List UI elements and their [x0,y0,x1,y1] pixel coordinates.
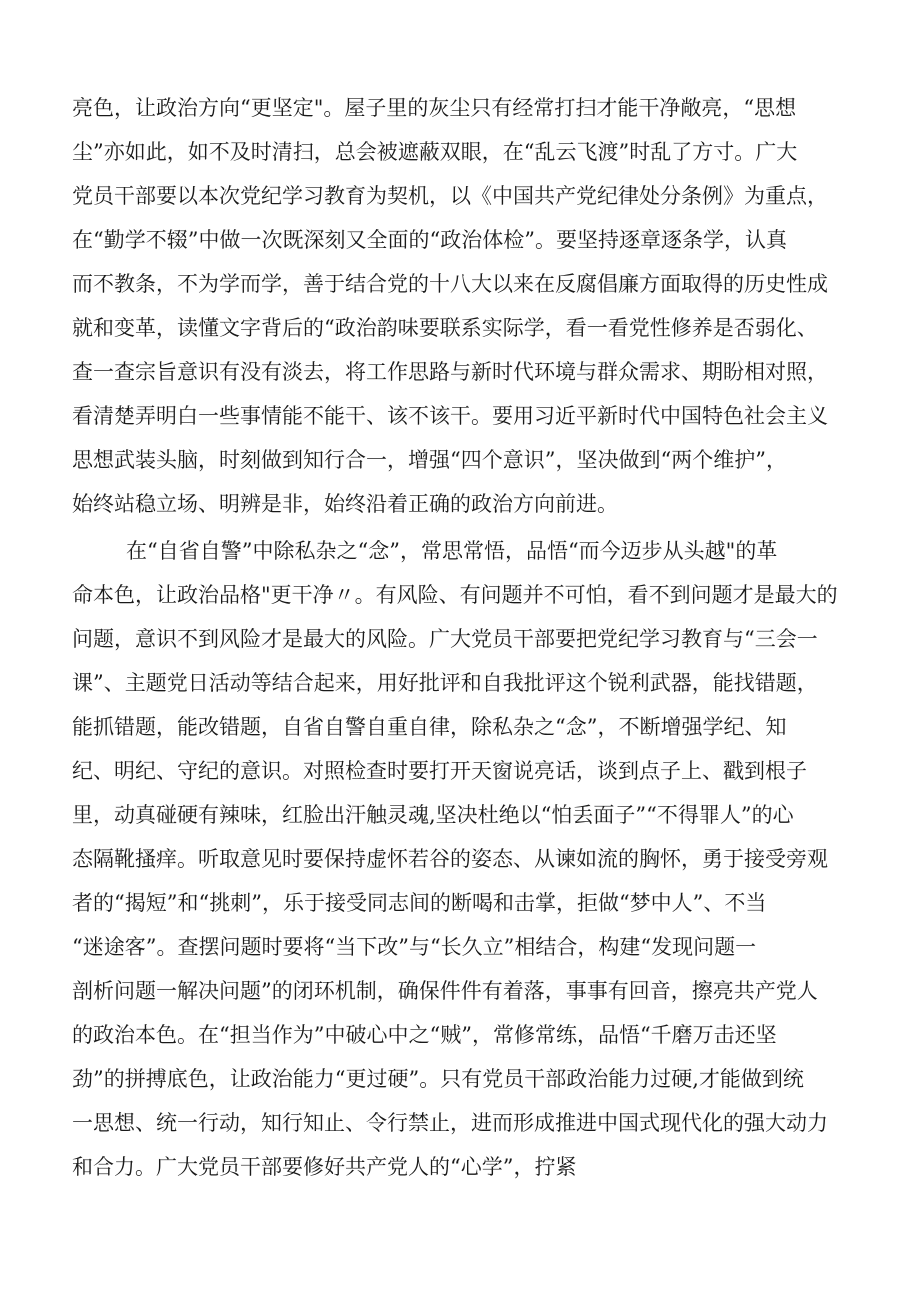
text-line: 而不教条，不为学而学，善于结合党的十八大以来在反腐倡廉方面取得的历史性成 [72,272,828,296]
text-line: 劲”的拼搏底色，让政治能力“更过硬”。只有党员干部政治能力过硬,才能做到统 [72,1067,804,1091]
text-line: 查一查宗旨意识有没有淡去，将工作思路与新时代环境与群众需求、期盼相对照， [72,360,828,384]
text-line: 党员干部要以本次党纪学习教育为契机，以《中国共产党纪律处分条例》为重点， [72,184,828,208]
text-line: 能抓错题，能改错题，自省自警自重自律，除私杂之“念”，不断增强学纪、知 [72,715,787,739]
text-line: 亮色，让政治方向“更坚定"。屋子里的灰尘只有经常打扫才能干净敞亮，“思想 [72,96,797,120]
text-line: 命本色，让政治品格"更干净〃。有风险、有问题并不可怕，看不到问题才是最大的 [72,583,838,607]
text-line: 思想武装头脑，时刻做到知行合一，增强“四个意识”，坚决做到“两个维护”， [72,448,787,472]
text-line: 在“勤学不辍”中做一次既深刻又全面的“政治体检”。要坚持逐章逐条学，认真 [72,228,787,252]
text-line: 剖析问题一解决问题”的闭环机制，确保件件有着落，事事有回音，擦亮共产党人 [72,979,818,1003]
text-line: 看清楚弄明白一些事情能不能干、该不该干。要用习近平新时代中国特色社会主义 [72,404,828,428]
text-line: “迷途客”。查摆问题时要将“当下改”与“长久立”相结合，构建“发现问题一 [72,935,757,959]
text-line: 里，动真碰硬有辣味，红脸出汗触灵魂,坚决杜绝以“怕丢面子”“不得罪人”的心 [72,803,794,827]
text-line: 者的“揭短”和“挑刺”，乐于接受同志间的断喝和击掌，拒做“梦中人”、不当 [72,891,767,915]
text-line: 的政治本色。在“担当作为”中破心中之“贼”，常修常练，品悟“千磨万击还坚 [72,1023,777,1047]
text-line: 和合力。广大党员干部要修好共产党人的“心学”，拧紧 [72,1155,577,1179]
paragraph-first-line: 在“自省自警”中除私杂之“念”，常思常悟，品悟“而今迈步从头越"的革 [126,539,778,563]
text-line: 问题，意识不到风险才是最大的风险。广大党员干部要把党纪学习教育与“三会一 [72,627,818,651]
text-line: 尘”亦如此，如不及时清扫，总会被遮蔽双眼，在“乱云飞渡”时乱了方寸。广大 [72,140,798,164]
text-line: 纪、明纪、守纪的意识。对照检查时要打开天窗说亮话，谈到点子上、戳到根子 [72,759,807,783]
text-line: 一思想、统一行动，知行知止、令行禁止，进而形成推进中国式现代化的强大动力 [72,1111,828,1135]
text-line: 就和变革，读懂文字背后的“政治韵味要联系实际学，看一看党性修养是否弱化、 [72,316,818,340]
text-line: 态隔靴搔痒。听取意见时要保持虚怀若谷的姿态、从谏如流的胸怀，勇于接受旁观 [72,847,828,871]
text-line: 始终站稳立场、明辨是非，始终沿着正确的政治方向前进。 [72,492,618,516]
text-line: 课”、主题党日活动等结合起来，用好批评和自我批评这个锐利武器，能找错题， [72,671,818,695]
